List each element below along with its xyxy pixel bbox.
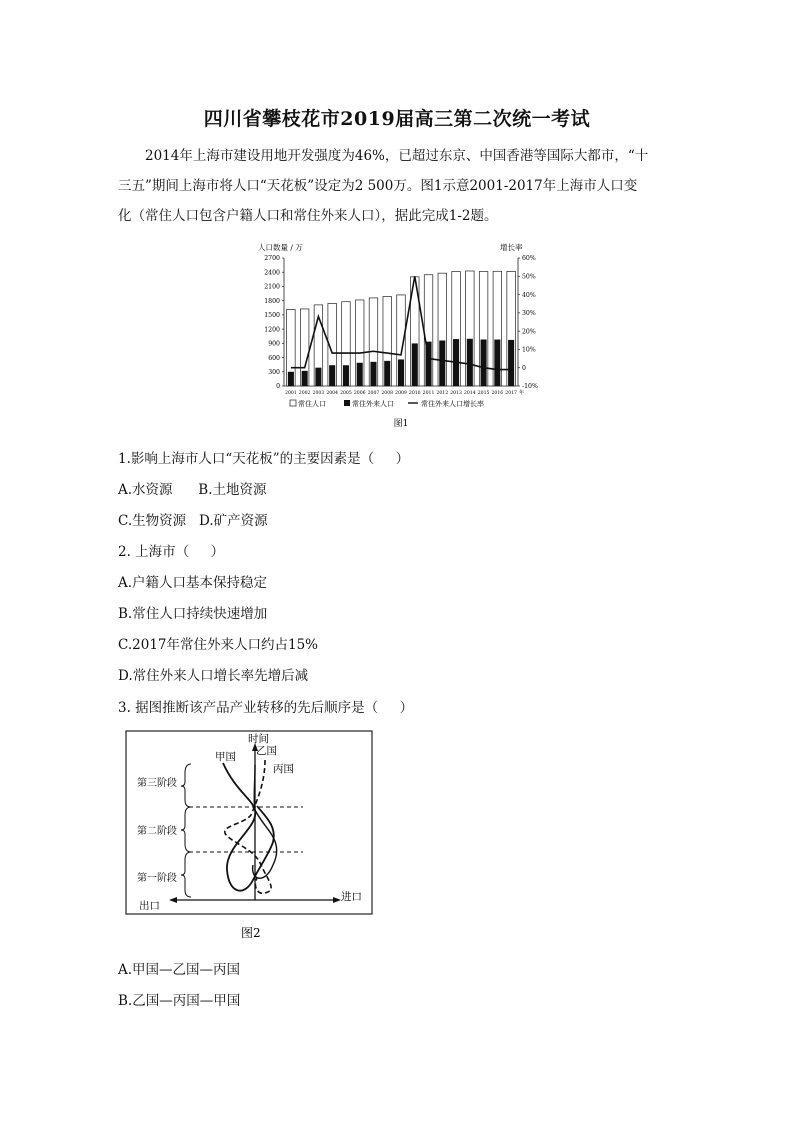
q2-option-d: D.常住外来人口增长率先增后减: [118, 668, 309, 684]
bar-migrant-population: [467, 339, 473, 386]
right-tick-label: 50%: [522, 273, 536, 281]
q2-option-c: C.2017年常住外来人口约占15%: [118, 637, 319, 653]
x-right-label: 进口: [341, 891, 362, 903]
left-tick-label: 1200: [264, 326, 280, 334]
left-tick-label: 2100: [264, 283, 280, 291]
x-tick-label: 2011: [422, 391, 435, 396]
q1-stem: 1.影响上海市人口“天花板”的主要因素是（ ）: [118, 451, 410, 467]
right-tick-label: 20%: [522, 328, 536, 336]
right-tick-label: 30%: [522, 310, 536, 318]
stage-brace-second: [181, 807, 191, 852]
bar-migrant-population: [494, 340, 500, 386]
right-tick-label: 0: [522, 364, 526, 372]
x-tick-label: 2001: [285, 391, 297, 396]
q3-option-a: A.甲国—乙国—丙国: [118, 962, 241, 978]
curve-yi: [253, 765, 277, 878]
figure2-caption: 图2: [241, 926, 261, 940]
x-tick-label: 2016: [491, 391, 504, 396]
x-tick-label: 2009: [395, 391, 407, 396]
intro-paragraph: [118, 141, 678, 231]
left-tick-label: 2400: [264, 269, 280, 277]
q3-stem: 3. 据图推断该产品产业转移的先后顺序是（ ）: [118, 700, 414, 716]
bar-migrant-population: [288, 372, 294, 386]
stage-label-second: 第二阶段: [137, 826, 177, 837]
stage-brace-first: [181, 852, 191, 897]
q3-option-b: B.乙国—丙国—甲国: [118, 993, 241, 1009]
x-tick-label: 2014: [463, 391, 476, 396]
x-tick-label: 2006: [353, 391, 366, 396]
x-tick-label: 2008: [381, 391, 394, 396]
right-tick-label: 10%: [522, 346, 536, 354]
stage-label-third: 第三阶段: [137, 778, 177, 789]
right-tick-label: 60%: [522, 255, 536, 263]
x-axis-arrow-left: [169, 897, 177, 903]
bar-migrant-population: [343, 365, 349, 386]
bar-migrant-population: [302, 371, 308, 386]
bar-migrant-population: [370, 362, 376, 386]
legend-label-resident: 常住人口: [298, 400, 326, 408]
left-axis-title: 人口数量 / 万: [258, 243, 303, 252]
legend-label-migrant: 常住外来人口: [352, 400, 394, 408]
legend-label-rate: 常住外来人口增长率: [421, 400, 484, 408]
intro-line: 2014年上海市建设用地开发强度为46%，已超过东京、中国香港等国际大都市，“十: [145, 148, 649, 164]
x-tick-label: 2017: [505, 391, 517, 396]
right-tick-label: 40%: [522, 291, 536, 299]
bar-migrant-population: [384, 361, 390, 386]
x-left-label: 出口: [139, 900, 160, 912]
page-title: 四川省攀枝花市2019届高三第二次统一考试: [203, 108, 591, 130]
q1-options-cd: C.生物资源 D.矿产资源: [118, 513, 268, 529]
left-tick-label: 1500: [264, 312, 280, 320]
x-tick-label: 2007: [367, 391, 380, 396]
x-axis-arrow-right: [333, 897, 341, 903]
left-tick-label: 300: [268, 368, 280, 376]
bar-migrant-population: [357, 363, 363, 386]
left-tick-label: 0: [276, 383, 280, 391]
legend-swatch-migrant: [344, 400, 350, 406]
x-tick-label: 2013: [450, 391, 462, 396]
bar-migrant-population: [481, 339, 487, 386]
stage-brace-third: [181, 764, 191, 807]
left-tick-label: 900: [268, 340, 280, 348]
left-tick-label: 1800: [264, 297, 280, 305]
legend-swatch-resident: [290, 400, 296, 406]
bar-migrant-population: [315, 368, 321, 386]
q2-option-b: B.常住人口持续快速增加: [118, 606, 268, 622]
x-tick-label: 2005: [340, 391, 352, 396]
x-tick-label: 2004: [326, 391, 339, 396]
x-tick-label: 2003: [312, 391, 325, 396]
population-chart: [256, 240, 546, 428]
q2-option-a: A.户籍人口基本保持稳定: [118, 575, 268, 591]
bar-migrant-population: [329, 365, 335, 386]
country-label-jia: 甲国: [215, 751, 236, 763]
left-tick-label: 2700: [264, 255, 280, 263]
figure1-caption: 图1: [393, 419, 409, 428]
q1-options-ab: A.水资源 B.土地资源: [118, 482, 267, 498]
bar-migrant-population: [398, 359, 404, 386]
bar-migrant-population: [412, 343, 418, 386]
bar-migrant-population: [508, 340, 514, 386]
country-label-yi: 乙国: [256, 745, 277, 757]
intro-line: 三五”期间上海市将人口“天花板”设定为2 500万。图1示意2001-2017年上海市人口变: [118, 178, 638, 194]
stage-label-first: 第一阶段: [137, 873, 177, 884]
left-tick-label: 600: [268, 354, 280, 362]
bar-migrant-population: [439, 340, 445, 386]
country-label-bing: 丙国: [273, 763, 294, 775]
right-axis-title: 增长率: [500, 243, 523, 252]
x-tick-label: 2002: [298, 391, 311, 396]
intro-line: 化（常住人口包含户籍人口和常住外来人口），据此完成1-2题。: [118, 208, 498, 224]
q2-stem: 2. 上海市（ ）: [118, 544, 225, 560]
y-axis-label: 时间: [248, 733, 269, 745]
x-tick-label: 2010: [408, 391, 421, 396]
industry-transfer-diagram: [125, 730, 375, 945]
x-axis-unit: 年: [519, 390, 525, 396]
x-tick-label: 2012: [436, 391, 449, 396]
right-tick-label: -10%: [522, 383, 538, 391]
x-tick-label: 2015: [477, 391, 490, 396]
